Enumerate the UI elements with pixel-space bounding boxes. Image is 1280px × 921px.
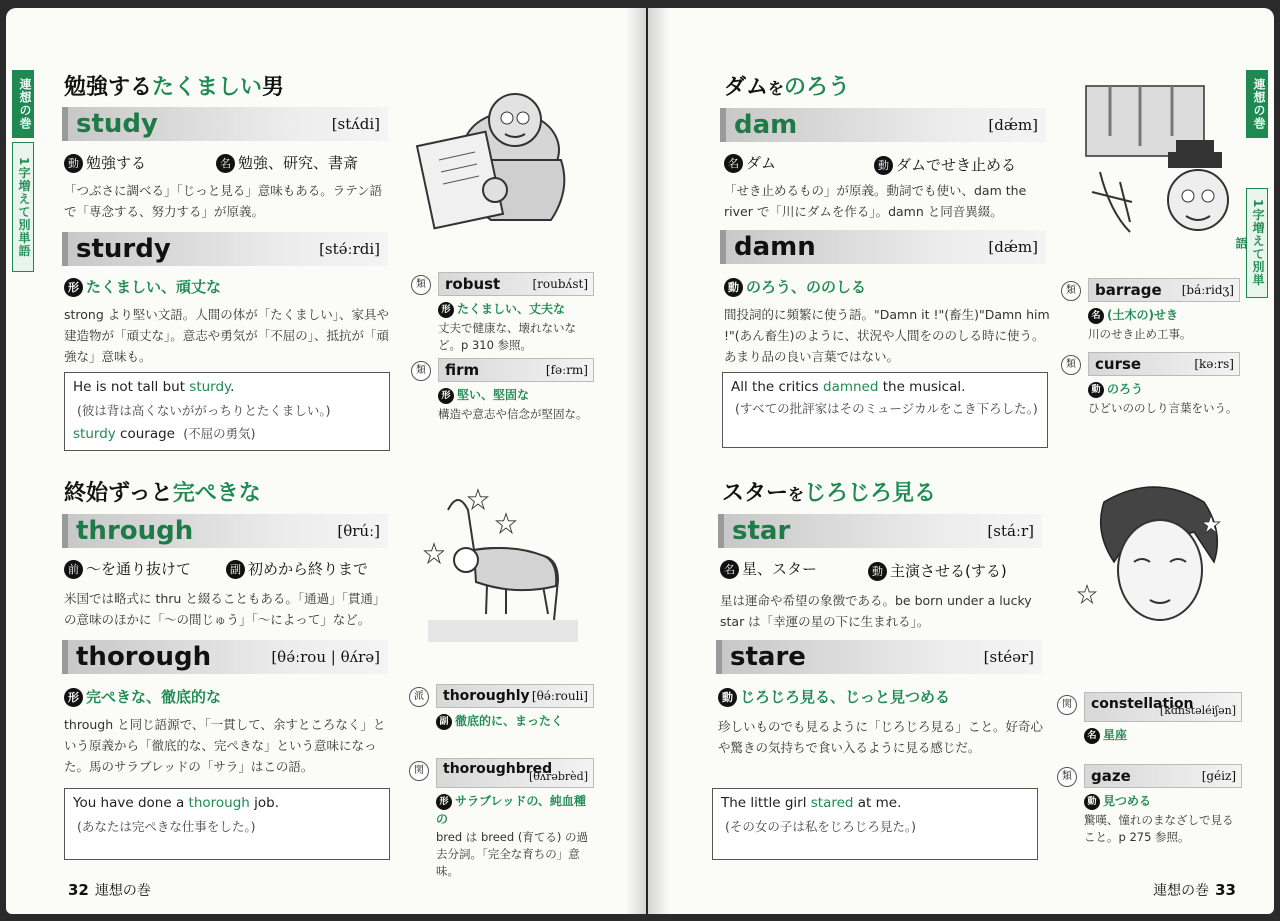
pos-line: 動 のろう、ののしる [724, 276, 866, 297]
section-title-through: 終始ずっと完ぺきな [64, 481, 261, 506]
synonym-tag: 類 [1061, 281, 1081, 301]
headword-damn [720, 230, 1046, 264]
related-curse: 類 curse [kəːrs] 動 のろう ひどいののしり言葉をいう。 [1088, 352, 1240, 417]
pronunciation: [stʌ́di] [331, 115, 380, 133]
example-jp: (その女の子は私をじろじろ見た。) [725, 819, 917, 834]
verb-badge: 動 [724, 278, 743, 297]
noun-badge: 名 [720, 560, 739, 579]
synonym-tag: 類 [411, 275, 431, 295]
pronunciation: [stáːr] [987, 522, 1034, 540]
staring-girl-illustration [1074, 482, 1244, 652]
headword-star [718, 514, 1042, 548]
headword-text: damn [734, 232, 816, 262]
pronunciation: [θə́ːrou | θʌ́rə] [271, 648, 380, 666]
related-barrage: 類 barrage [báːridʒ] 名 (土木の)せき 川のせき止め工事。 [1088, 278, 1240, 343]
definition-text: 「せき止めるもの」が原義。動詞でも使い、dam the river で「川にダムを作る」。damn と同音異綴。 [724, 183, 1027, 219]
pos-line: 形 たくましい、頑丈な [64, 276, 221, 297]
pos-line: 前 〜を通り抜けて [64, 558, 191, 579]
related-gaze: 類 gaze [géiz] 動 見つめる 驚嘆、憧れのまなざしで見ること。p 275 参照。 [1084, 764, 1242, 846]
verb-badge: 動 [64, 154, 83, 173]
pronunciation: [stə́ːrdi] [319, 240, 380, 258]
pos-line: 名 勉強、研究、書斎 [216, 152, 358, 173]
definition-text: 「つぶさに調べる」「じっと見る」意味もある。ラテン語で「専念する、努力する」が原義。 [64, 183, 383, 219]
headword-text: study [76, 109, 158, 139]
pos-line: 名 ダム [724, 152, 776, 173]
example-en: You have done a thorough job. [73, 795, 280, 811]
definition-text: 星は運命や希望の象徴である。be born under a lucky star は「幸運の星の下に生まれる」。 [720, 593, 1032, 629]
page-number: 33 [1215, 881, 1236, 899]
strongman-reading-illustration [411, 80, 591, 240]
headword-text: thorough [76, 642, 212, 672]
related-thoroughly: 派 thoroughly [θə́ːrouli] 副 徹底的に、まったく [436, 684, 594, 730]
headword-dam [720, 108, 1046, 142]
left-chapter-subtab: 1字増えて別単語 [12, 142, 34, 272]
definition-text: through と同じ語源で、「一貫して、余すところなく」という原義から「徹底的な、完ぺきな」という意味になった。馬のサラブレッドの「サラ」はこの語。 [64, 717, 386, 774]
example-jp: (あなたは完ぺきな仕事をした。) [77, 819, 256, 834]
example-jp: (すべての批評家はそのミュージカルをこき下ろした。) [735, 401, 1038, 416]
example-en: The little girl stared at me. [721, 795, 902, 811]
related-thoroughbred: 関 thoroughbred [θʌ́rəbrèd] 形 サラブレッドの、純血種の bred は breed (育てる) の過去分詞。「完全な育ちの」意味。 [436, 758, 594, 880]
example-box [722, 372, 1048, 448]
headword-stare [716, 640, 1042, 674]
synonym-tag: 類 [411, 361, 431, 381]
right-chapter-tab: 連想の巻 [1246, 70, 1268, 138]
definition-text: 間投詞的に頻繁に使う語。"Damn it !"(畜生)"Damn him !"(あん畜生)のように、状況や人間をののしる時に使う。あまり品の良い言葉ではない。 [724, 307, 1050, 364]
verb-badge: 動 [874, 156, 893, 175]
left-page [6, 8, 646, 914]
noun-badge: 名 [216, 154, 235, 173]
adjective-badge: 形 [64, 278, 83, 297]
headword-text: star [732, 516, 791, 546]
pronunciation: [dǽm] [988, 116, 1038, 134]
unicorn-horse-illustration [418, 480, 588, 650]
definition-text: 珍しいものでも見るように「じろじろ見る」こと。好奇心や驚きの気持ちで食い入るように見る感じだ。 [718, 719, 1044, 755]
headword-text: dam [734, 110, 798, 140]
related-tag: 関 [1057, 695, 1077, 715]
right-page [648, 8, 1274, 914]
preposition-badge: 前 [64, 560, 83, 579]
pos-line: 動 勉強する [64, 152, 146, 173]
headword-text: through [76, 516, 194, 546]
related-constellation: 関 constellation [kɑ̀nstəléiʃən] 名 星座 [1084, 692, 1242, 744]
pos-line: 動 主演させる(する) [868, 560, 1007, 581]
pos-line: 動 ダムでせき止める [874, 154, 1016, 175]
pronunciation: [θrúː] [337, 522, 380, 540]
verb-badge: 動 [868, 562, 887, 581]
synonym-tag: 類 [1057, 767, 1077, 787]
page-number: 32 [68, 881, 89, 899]
pronunciation: [dǽm] [988, 238, 1038, 256]
related-firm: 類 firm [fəːrm] 形 堅い、堅固な 構造や意志や信念が堅固な。 [438, 358, 594, 423]
adjective-badge: 形 [64, 688, 83, 707]
example-box [712, 788, 1038, 860]
adverb-badge: 副 [226, 560, 245, 579]
definition-text: strong より堅い文語。人間の体が「たくましい」、家具や建造物が「頑丈な」。意志や勇気が「不屈の」、抵抗が「頑強な」意味も。 [64, 307, 390, 364]
pos-line: 副 初めから終りまで [226, 558, 368, 579]
headword-through [62, 514, 388, 548]
example-en: All the critics damned the musical. [731, 379, 966, 395]
dam-figure-illustration [1080, 82, 1250, 252]
headword-study [62, 107, 388, 141]
headword-thorough [62, 640, 388, 674]
example-jp: (彼は背は高くないががっちりとたくましい。) [77, 403, 331, 418]
page-footer: 32 連想の巻 [68, 881, 151, 899]
related-robust: 類 robust [roubʌ́st] 形 たくましい、丈夫な 丈夫で健康な、壊れないなど。p 310 参照。 [438, 272, 594, 354]
pos-line: 形 完ぺきな、徹底的な [64, 686, 221, 707]
example-en: sturdy courage (不屈の勇気) [73, 426, 256, 442]
page-footer: 連想の巻 33 [1153, 881, 1236, 899]
derivative-tag: 派 [409, 687, 429, 707]
headword-sturdy [62, 232, 388, 266]
section-title-star: スターをじろじろ見る [722, 481, 937, 506]
related-tag: 関 [409, 761, 429, 781]
right-chapter-subtab: 1字増えて別単語 [1246, 188, 1268, 298]
headword-text: stare [730, 642, 806, 672]
left-chapter-tab: 連想の巻 [12, 70, 34, 138]
pronunciation: [stéər] [983, 648, 1034, 666]
example-en: He is not tall but sturdy. [73, 379, 235, 395]
noun-badge: 名 [724, 154, 743, 173]
definition-text: 米国では略式に thru と綴ることもある。「通過」「貫通」の意味のほかに「〜の間じゅう」「〜によって」など。 [64, 591, 386, 627]
section-title-dam: ダムをのろう [724, 75, 851, 100]
pos-line: 動 じろじろ見る、じっと見つめる [718, 686, 950, 707]
verb-badge: 動 [718, 688, 737, 707]
example-box [64, 372, 390, 451]
headword-text: sturdy [76, 234, 171, 264]
section-title-study: 勉強するたくましい男 [64, 75, 285, 100]
pos-line: 名 星、スター [720, 558, 817, 579]
example-box [64, 788, 390, 860]
synonym-tag: 類 [1061, 355, 1081, 375]
